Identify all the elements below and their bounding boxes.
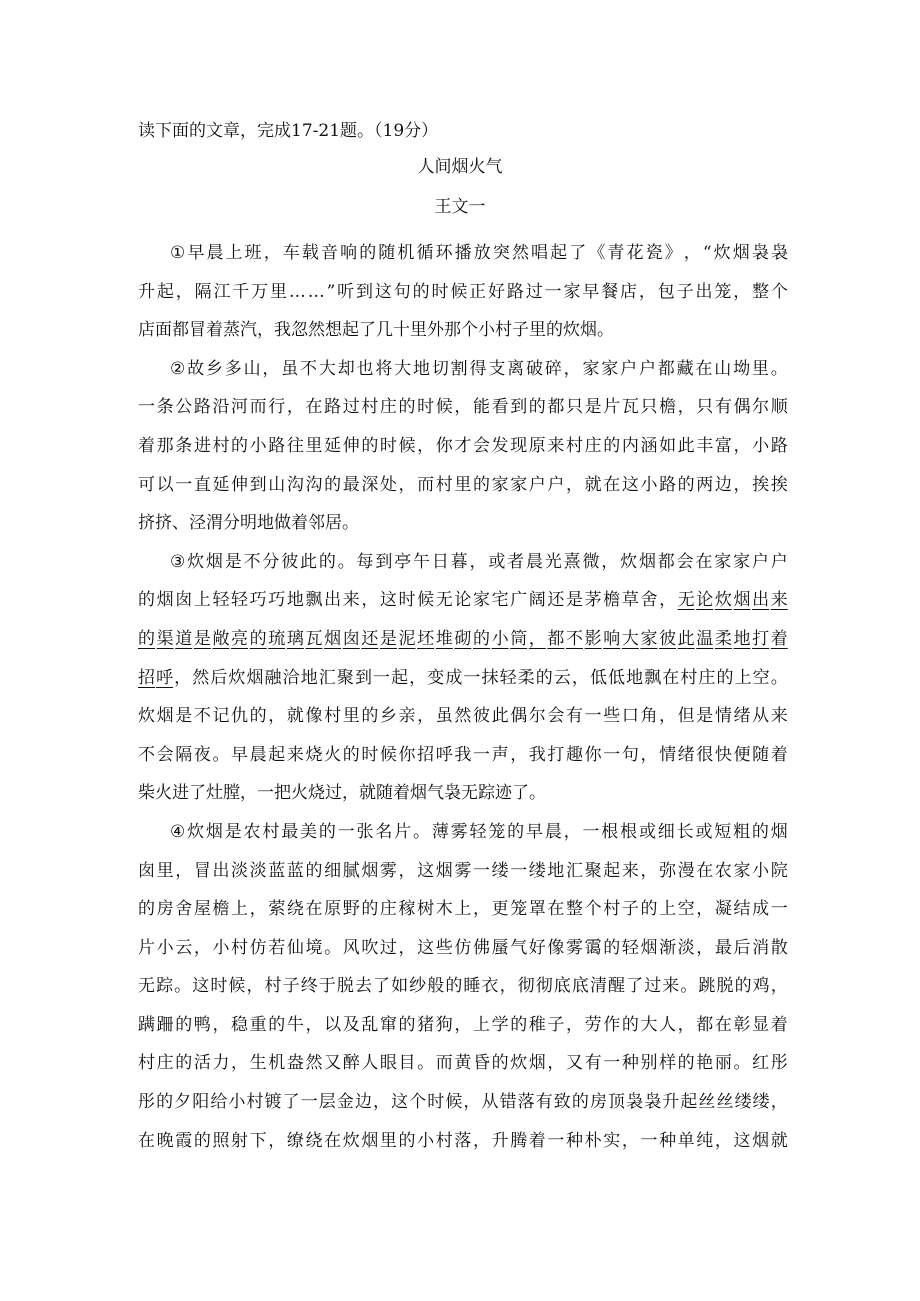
text-line: 蹒 跚 的 鸭 ， 稳 重 的 牛 ， 以 及 乱 窜 的 猪 狗 ， 上 学 的 稚 子 ， 劳 作 的 大 人 ， 都 在 彰 显 着 (138, 1014, 788, 1035)
text-line: 彤 的 夕 阳 给 小 村 镀 了 一 层 金 边 ， 这 个 时 候 ， 从 错 落 有 致 的 房 顶 袅 袅 升 起 丝 丝 缕 缕 ， (138, 1092, 788, 1113)
article-author: 王文一 (434, 197, 486, 217)
text-line: 村 庄 的 活 力 ， 生 机 盎 然 又 醉 人 眼 目 。 而 黄 昏 的 炊 烟 ， 又 有 一 种 别 样 的 艳 丽 。 红 彤 (138, 1053, 788, 1074)
text-line: 挤挤、泾渭分明地做着邻居。 (138, 513, 359, 534)
text-line: ① 早 晨 上 班 ， 车 载 音 响 的 随 机 循 环 播 放 突 然 唱 起 了 《 青 花 瓷 》 ， “ 炊 烟 袅 袅 (170, 243, 788, 263)
text-line: 炊 烟 是 不 记 仇 的 ， 就 像 村 里 的 乡 亲 ， 虽 然 彼 此 偶 尔 会 有 一 些 口 角 ， 但 是 情 绪 从 来 (138, 706, 788, 727)
text-line: 的 烟 囱 上 轻 轻 巧 巧 地 飘 出 来 ， 这 时 候 无 论 家 宅 广 阔 还 是 茅 檐 草 舍 ， 无 论 炊 烟 出 来 (138, 590, 788, 611)
text-line: ④ 炊 烟 是 农 村 最 美 的 一 张 名 片 。 薄 雾 轻 笼 的 早 晨 ， 一 根 根 或 细 长 或 短 粗 的 烟 (170, 821, 788, 842)
article-title: 人间烟火气 (417, 157, 503, 177)
text-line: 的 房 舍 屋 檐 上 ， 萦 绕 在 原 野 的 庄 稼 树 木 上 ， 更 笼 罩 在 整 个 村 子 的 上 空 ， 凝 结 成 一 (138, 899, 788, 920)
question-intro: 读下面的文章，完成17-21题。（19分） (138, 121, 439, 141)
text-line: 囱 里 ， 冒 出 淡 淡 蓝 蓝 的 细 腻 烟 雾 ， 这 烟 雾 一 缕 一 缕 地 汇 聚 起 来 ， 弥 漫 在 农 家 小 院 (138, 860, 788, 881)
text-line: 着 那 条 进 村 的 小 路 往 里 延 伸 的 时 候 ， 你 才 会 发 现 原 来 村 庄 的 内 涵 如 此 丰 富 ， 小 路 (138, 435, 788, 456)
text-line: ② 故 乡 多 山 ， 虽 不 大 却 也 将 大 地 切 割 得 支 离 破 碎 ， 家 家 户 户 都 藏 在 山 坳 里 。 (170, 358, 788, 379)
text-line: 无 踪 。 这 时 候 ， 村 子 终 于 脱 去 了 如 纱 般 的 睡 衣 ， 彻 彻 底 底 清 醒 了 过 来 。 跳 脱 的 鸡 ， (138, 976, 788, 997)
text-line: 招 呼 ， 然 后 炊 烟 融 洽 地 汇 聚 到 一 起 ， 变 成 一 抹 轻 柔 的 云 ， 低 低 地 飘 在 村 庄 的 上 空 。 (138, 667, 788, 688)
text-line: ③ 炊 烟 是 不 分 彼 此 的 。 每 到 亭 午 日 暮 ， 或 者 晨 光 熹 微 ， 炊 烟 都 会 在 家 家 户 户 (170, 551, 788, 572)
text-line: 在 晚 霞 的 照 射 下 ， 缭 绕 在 炊 烟 里 的 小 村 落 ， 升 腾 着 一 种 朴 实 ， 一 种 单 纯 ， 这 烟 就 (138, 1130, 788, 1151)
article-body (138, 234, 788, 1160)
text-line: 的 渠 道 是 敞 亮 的 琉 璃 瓦 烟 囱 还 是 泥 坯 堆 砌 的 小 筒 ， 都 不 影 响 大 家 彼 此 温 柔 地 打 着 (138, 628, 788, 649)
text-line: 升 起 ， 隔 江 千 万 里 … … ” 听 到 这 句 的 时 候 正 好 路 过 一 家 早 餐 店 ， 包 子 出 笼 ， 整 个 (138, 281, 788, 302)
text-line: 柴火进了灶膛，一把火烧过，就随着烟气袅无踪迹了。 (138, 783, 546, 804)
text-line: 一 条 公 路 沿 河 而 行 ， 在 路 过 村 庄 的 时 候 ， 能 看 到 的 都 只 是 片 瓦 只 檐 ， 只 有 偶 尔 顺 (138, 397, 788, 418)
text-line: 片 小 云 ， 小 村 仿 若 仙 境 。 风 吹 过 ， 这 些 仿 佛 蜃 气 好 像 雾 霭 的 轻 烟 渐 淡 ， 最 后 消 散 (138, 937, 788, 958)
text-line: 店面都冒着蒸汽，我忽然想起了几十里外那个小村子里的炊烟。 (138, 320, 614, 341)
text-line: 可 以 一 直 延 伸 到 山 沟 沟 的 最 深 处 ， 而 村 里 的 家 家 户 户 ， 就 在 这 小 路 的 两 边 ， 挨 挨 (138, 474, 788, 495)
text-line: 不 会 隔 夜 。 早 晨 起 来 烧 火 的 时 候 你 招 呼 我 一 声 ， 我 打 趣 你 一 句 ， 情 绪 很 快 便 随 着 (138, 744, 788, 765)
